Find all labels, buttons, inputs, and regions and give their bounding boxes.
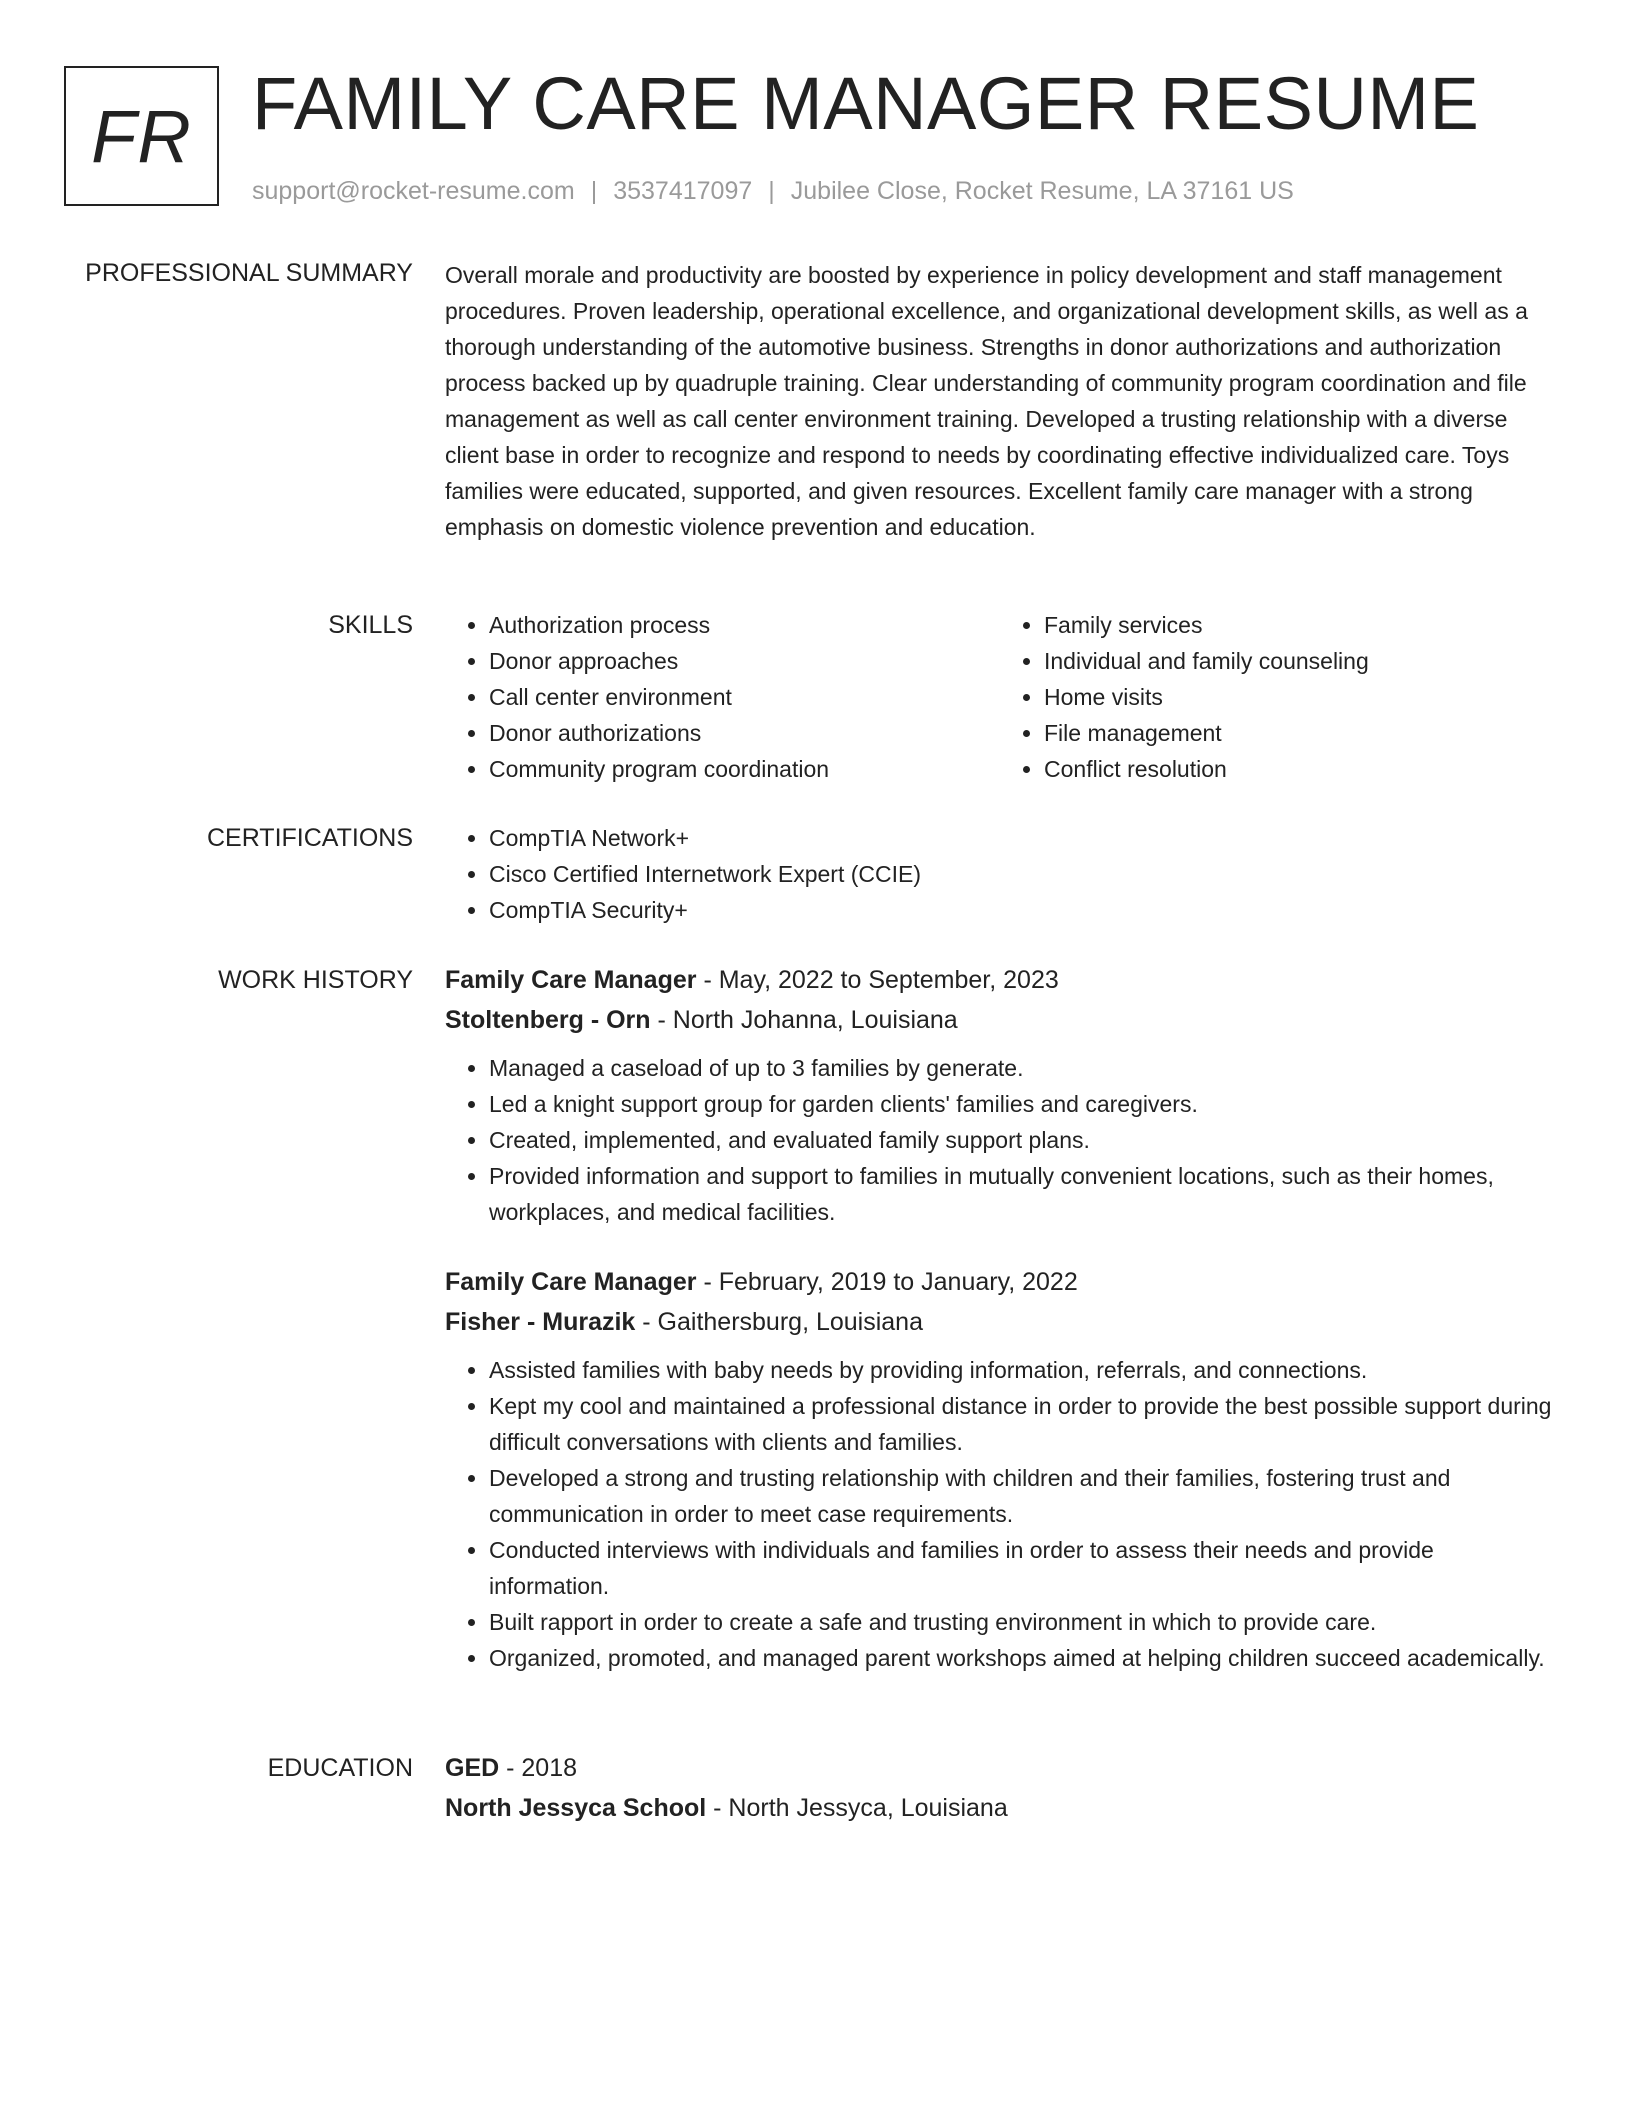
education-location: - North Jessyca, Louisiana — [706, 1794, 1008, 1822]
job-title: Family Care Manager — [445, 966, 697, 994]
job-bullet: • Developed a strong and trusting relationship with children and their families, fostering trust and communication in order to meet case requirements. — [489, 1460, 1555, 1532]
job-bullet: • Provided information and support to families in mutually convenient locations, such as their homes, workplaces, and medical facilities. — [489, 1158, 1555, 1230]
resume-header — [64, 62, 1564, 212]
job-bullet: • Conducted interviews with individuals and families in order to assess their needs and provide information. — [489, 1532, 1555, 1604]
section-label-work-history: WORK HISTORY — [218, 966, 413, 994]
job-company-line — [445, 1302, 1555, 1342]
job-bullets — [445, 1352, 1555, 1676]
job-entry — [445, 960, 1555, 1230]
contact-address: Jubilee Close, Rocket Resume, LA 37161 US — [790, 177, 1294, 205]
monogram-logo: FR — [64, 66, 219, 206]
section-label-summary: PROFESSIONAL SUMMARY — [85, 259, 413, 287]
contact-line — [252, 176, 1294, 206]
job-dates: - February, 2019 to January, 2022 — [696, 1268, 1078, 1296]
skill-item: • Conflict resolution — [1044, 751, 1555, 787]
page-title: FAMILY CARE MANAGER RESUME — [252, 62, 1480, 145]
job-company-line — [445, 1000, 1555, 1040]
section-label-certifications: CERTIFICATIONS — [206, 824, 413, 852]
contact-phone: 3537417097 — [613, 177, 753, 205]
job-company: Stoltenberg - Orn — [445, 1006, 651, 1034]
education-school: North Jessyca School — [445, 1794, 707, 1822]
job-entry — [445, 1262, 1555, 1676]
skill-item: • Donor approaches — [489, 643, 1000, 679]
job-bullet: • Built rapport in order to create a safe and trusting environment in which to provide care. — [489, 1604, 1555, 1640]
section-label-skills: SKILLS — [328, 611, 413, 639]
job-bullet: • Kept my cool and maintained a professional distance in order to provide the best possible support during difficult conversations with clients and families. — [489, 1388, 1555, 1460]
certifications-list — [445, 820, 1555, 928]
job-location: - North Johanna, Louisiana — [650, 1006, 958, 1034]
certification-item: • CompTIA Security+ — [489, 892, 1555, 928]
job-bullet: • Led a knight support group for garden clients' families and caregivers. — [489, 1086, 1555, 1122]
education-school-line — [445, 1788, 1555, 1828]
job-bullet: • Created, implemented, and evaluated family support plans. — [489, 1122, 1555, 1158]
education-degree: GED — [445, 1754, 500, 1782]
skills-list-right — [1000, 607, 1555, 787]
skill-item: • Authorization process — [489, 607, 1000, 643]
skills-list-left — [445, 607, 1000, 787]
job-title-line — [445, 960, 1555, 1000]
skill-item: • Home visits — [1044, 679, 1555, 715]
job-dates: - May, 2022 to September, 2023 — [696, 966, 1059, 994]
job-bullet: • Organized, promoted, and managed parent workshops aimed at helping children succeed academically. — [489, 1640, 1555, 1676]
education-year: - 2018 — [499, 1754, 578, 1782]
certification-item: • Cisco Certified Internetwork Expert (CCIE) — [489, 856, 1555, 892]
skill-item: • Individual and family counseling — [1044, 643, 1555, 679]
contact-separator: | — [768, 177, 775, 205]
skill-item: • Donor authorizations — [489, 715, 1000, 751]
job-title: Family Care Manager — [445, 1268, 697, 1296]
job-bullet: • Managed a caseload of up to 3 families by generate. — [489, 1050, 1555, 1086]
job-bullets — [445, 1050, 1555, 1230]
skill-item: • Community program coordination — [489, 751, 1000, 787]
job-title-line — [445, 1262, 1555, 1302]
job-location: - Gaithersburg, Louisiana — [635, 1308, 923, 1336]
job-bullet: • Assisted families with baby needs by providing information, referrals, and connections. — [489, 1352, 1555, 1388]
contact-email: support@rocket-resume.com — [252, 177, 575, 205]
education-degree-line — [445, 1748, 1555, 1788]
skill-item: • Call center environment — [489, 679, 1000, 715]
certification-item: • CompTIA Network+ — [489, 820, 1555, 856]
skill-item: • File management — [1044, 715, 1555, 751]
job-company: Fisher - Murazik — [445, 1308, 636, 1336]
contact-separator: | — [590, 177, 598, 205]
summary-text: Overall morale and productivity are boosted by experience in policy development and staff management procedures. Proven leadership, operational excellence, and organizational development skills, as well as a thorough understanding of the automotive business. Strengths in donor authorizations and authorization process backed up by quadruple training. Clear understanding of community program coordination and file management as well as call center environment training. Developed a trusting relationship with a diverse client base in order to recognize and respond to needs by coordinating effective individualized care. Toys families were educated, supported, and given resources. Excellent family care manager with a strong emphasis on domestic violence prevention and education. — [445, 262, 1528, 540]
section-label-education: EDUCATION — [267, 1754, 413, 1782]
skill-item: • Family services — [1044, 607, 1555, 643]
